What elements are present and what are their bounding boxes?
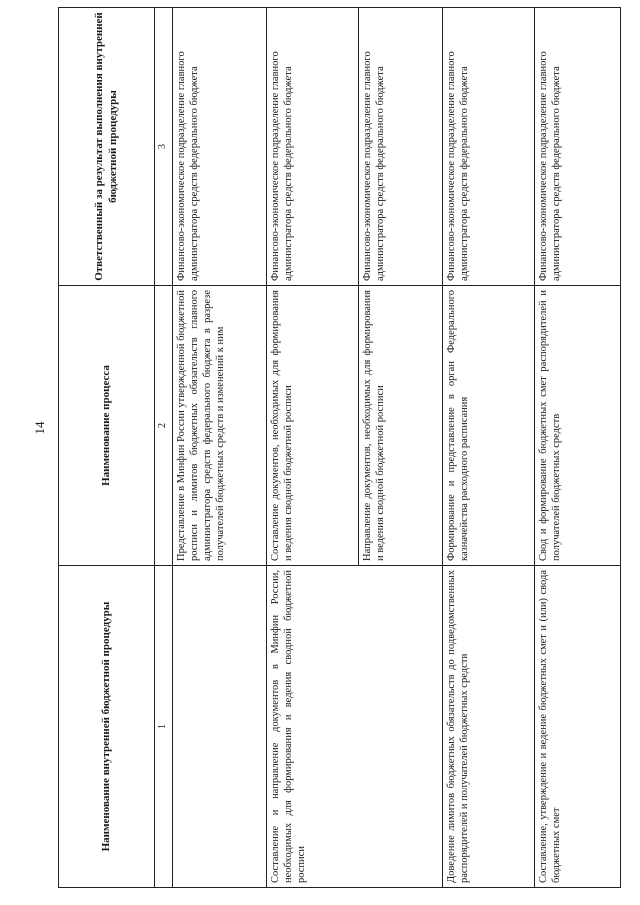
table-row (172, 8, 266, 888)
process-cell: Формирование и представление в орган Федерального казначейства расходного расписания (442, 286, 534, 566)
header-procedure: Наименование внутренней бюджетной процедуры (59, 566, 155, 888)
table-header-row (59, 8, 155, 888)
process-cell: Составление документов, необходимых для формирования и ведения сводной бюджетной росписи (266, 286, 358, 566)
procedure-cell: Составление и направление документов в Минфин России, необходимых для формирования и ведения сводной бюджетной росписи (266, 566, 442, 888)
responsible-cell: Финансово-экономическое подразделение главного администратора средств федерального бюджета (266, 8, 358, 286)
column-number-1: 1 (155, 566, 173, 888)
process-cell: Представление в Минфин России утвержденной бюджетной росписи и лимитов бюджетных обязательств главного администратора средств федерального бюджета в разрезе получателей бюджетных средств и изменений к ним (172, 286, 266, 566)
responsible-cell: Финансово-экономическое подразделение главного администратора средств федерального бюджета (358, 8, 442, 286)
procedure-cell: Составление, утверждение и ведение бюджетных смет и (или) свода бюджетных смет (534, 566, 620, 888)
responsible-cell: Финансово-экономическое подразделение главного администратора средств федерального бюджета (442, 8, 534, 286)
page-number: 14 (32, 421, 47, 435)
column-number-3: 3 (155, 8, 173, 286)
responsible-cell: Финансово-экономическое подразделение главного администратора средств федерального бюджета (172, 8, 266, 286)
header-responsible: Ответственный за результат выполнения внутренней бюджетной процедуры (59, 8, 155, 286)
procedure-cell: Доведение лимитов бюджетных обязательств до подведомственных распорядителей и получателей бюджетных средств (442, 566, 534, 888)
process-cell: Свод и формирование бюджетных смет распорядителей и получателей бюджетных средств (534, 286, 620, 566)
rotated-table-frame (58, 8, 616, 888)
procedure-cell (172, 566, 266, 888)
table-row (266, 8, 358, 888)
responsible-cell: Финансово-экономическое подразделение главного администратора средств федерального бюджета (534, 8, 620, 286)
process-cell: Направление документов, необходимых для формирования и ведения сводной бюджетной росписи (358, 286, 442, 566)
column-number-row (155, 8, 173, 888)
header-process: Наименование процесса (59, 286, 155, 566)
budget-procedures-table (58, 7, 621, 888)
table-row (442, 8, 534, 888)
table-container (58, 8, 616, 888)
column-number-2: 2 (155, 286, 173, 566)
table-row (534, 8, 620, 888)
